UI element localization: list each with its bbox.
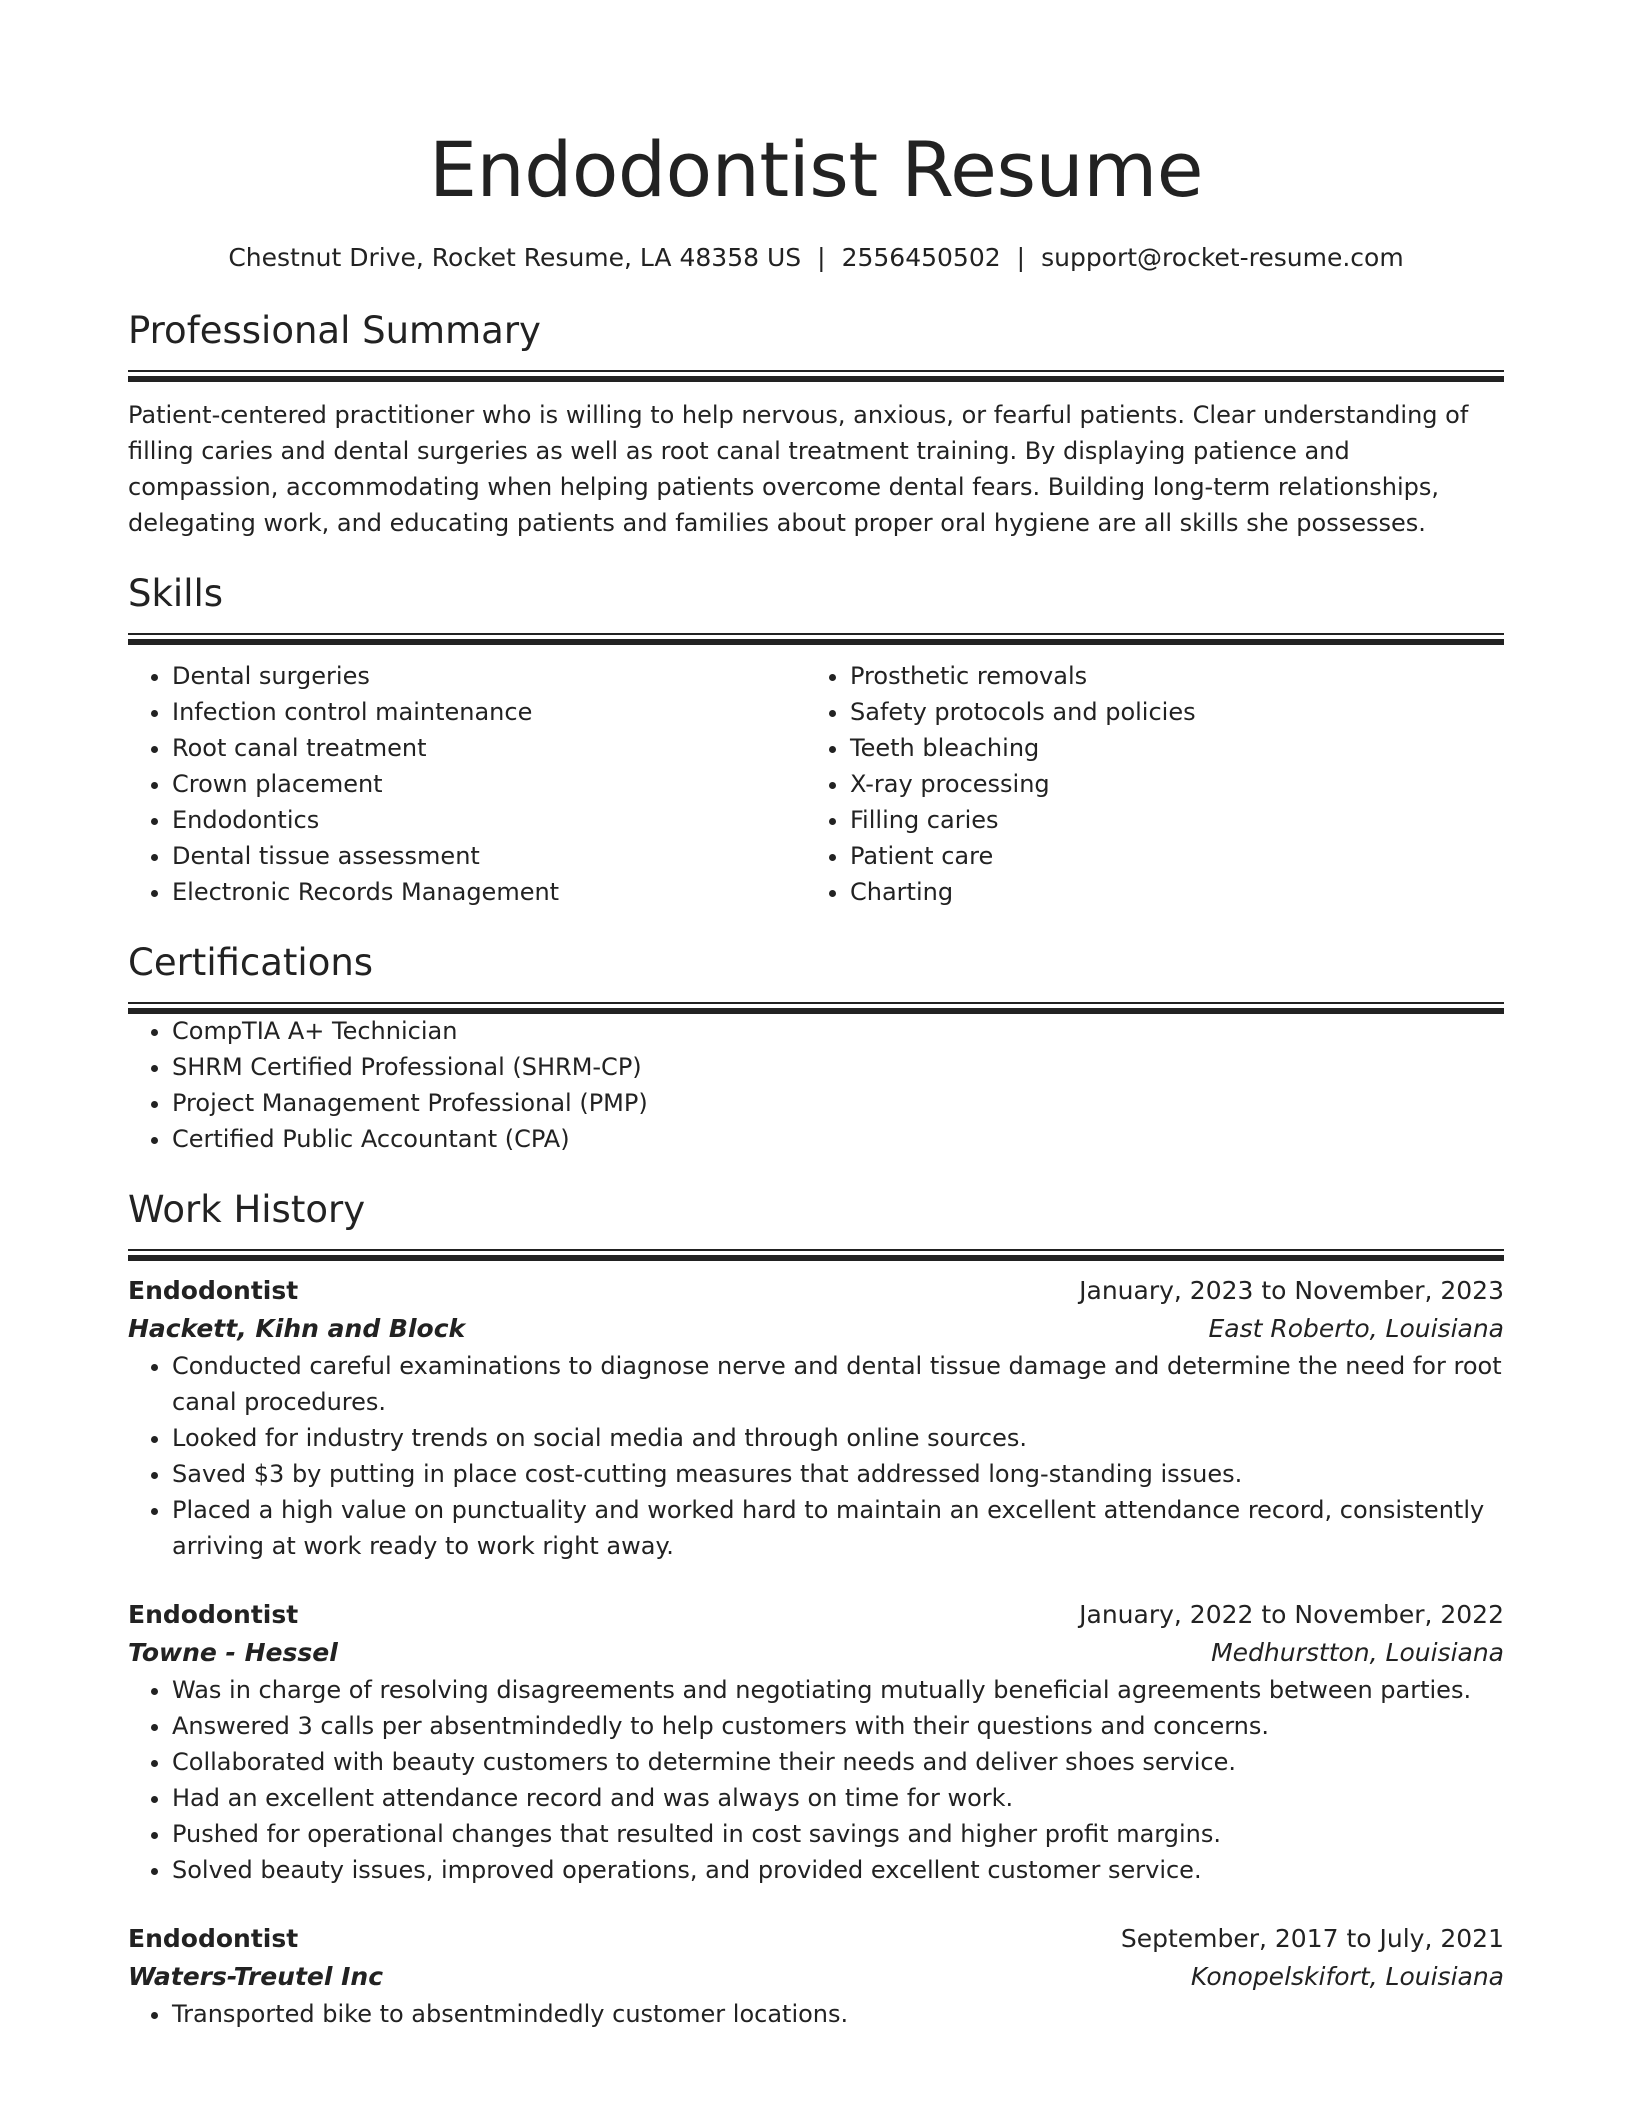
certification-item: • SHRM Certified Professional (SHRM-CP) — [172, 1049, 1504, 1085]
job-bullet: • Placed a high value on punctuality and worked hard to maintain an excellent attendance record, consistently arriving at work ready to work right away. — [172, 1492, 1504, 1564]
work-history-section — [128, 1185, 1504, 2032]
skills-heading: Skills — [128, 572, 224, 615]
job-location: East Roberto, Louisiana — [1208, 1314, 1504, 1343]
skills-column-right — [806, 658, 1484, 910]
certifications-heading: Certifications — [128, 941, 374, 984]
job-entry — [128, 1920, 1504, 2032]
skill-item: • Teeth bleaching — [850, 730, 1484, 766]
skill-item: • Electronic Records Management — [172, 874, 806, 910]
job-company: Towne - Hessel — [128, 1638, 338, 1667]
job-company: Hackett, Kihn and Block — [128, 1314, 466, 1343]
contact-email[interactable]: support@rocket-resume.com — [1041, 243, 1404, 272]
section-divider — [128, 1002, 1504, 1013]
certifications-list — [128, 1013, 1504, 1157]
job-bullet: • Had an excellent attendance record and was always on time for work. — [172, 1780, 1504, 1816]
job-bullet: • Solved beauty issues, improved operations, and provided excellent customer service. — [172, 1852, 1504, 1888]
skill-item: • Charting — [850, 874, 1484, 910]
skill-item: • Dental surgeries — [172, 658, 806, 694]
skill-item: • Root canal treatment — [172, 730, 806, 766]
certification-item: • CompTIA A+ Technician — [172, 1013, 1504, 1049]
job-location: Medhurstton, Louisiana — [1211, 1638, 1504, 1667]
skill-item: • Endodontics — [172, 802, 806, 838]
work-history-heading: Work History — [128, 1188, 366, 1231]
job-bullet: • Answered 3 calls per absentmindedly to help customers with their questions and concerns. — [172, 1708, 1504, 1744]
job-bullet: • Transported bike to absentmindedly customer locations. — [172, 1996, 1504, 2032]
section-divider — [128, 633, 1504, 644]
contact-address: Chestnut Drive, Rocket Resume, LA 48358 US — [228, 243, 802, 272]
summary-heading: Professional Summary — [128, 309, 541, 352]
skills-grid — [128, 658, 1504, 910]
job-bullet: • Collaborated with beauty customers to determine their needs and deliver shoes service. — [172, 1744, 1504, 1780]
job-entry — [128, 1596, 1504, 1888]
certification-item: • Project Management Professional (PMP) — [172, 1085, 1504, 1121]
job-title: Endodontist — [128, 1276, 299, 1305]
job-bullet: • Pushed for operational changes that resulted in cost savings and higher profit margins. — [172, 1816, 1504, 1852]
job-dates: January, 2023 to November, 2023 — [1079, 1276, 1504, 1305]
job-bullets — [128, 1996, 1504, 2032]
job-entry — [128, 1272, 1504, 1564]
job-company: Waters-Treutel Inc — [128, 1962, 384, 1991]
contact-line — [128, 240, 1504, 276]
skills-column-left — [128, 658, 806, 910]
skill-item: • Prosthetic removals — [850, 658, 1484, 694]
skill-item: • X-ray processing — [850, 766, 1484, 802]
resume-page — [128, 0, 1504, 2032]
skill-item: • Filling caries — [850, 802, 1484, 838]
summary-text: Patient-centered practitioner who is willing to help nervous, anxious, or fearful patients. Clear understanding of filling caries and dental surgeries as well as root canal treatment training. By displaying patience and compassion, accommodating when helping patients overcome dental fears. Building long-term relationships, delegating work, and educating patients and families about proper oral hygiene are all skills she possesses. — [128, 401, 1469, 537]
job-dates: September, 2017 to July, 2021 — [1120, 1924, 1504, 1953]
section-divider — [128, 1249, 1504, 1260]
job-bullets — [128, 1348, 1504, 1564]
certification-item: • Certified Public Accountant (CPA) — [172, 1121, 1504, 1157]
job-title: Endodontist — [128, 1600, 299, 1629]
job-bullet: • Looked for industry trends on social media and through online sources. — [172, 1420, 1504, 1456]
contact-separator: | — [817, 243, 826, 272]
summary-section — [128, 306, 1504, 541]
skill-item: • Dental tissue assessment — [172, 838, 806, 874]
section-divider — [128, 370, 1504, 381]
skill-item: • Crown placement — [172, 766, 806, 802]
certifications-section — [128, 938, 1504, 1157]
job-bullet: • Saved $3 by putting in place cost-cutting measures that addressed long-standing issues. — [172, 1456, 1504, 1492]
skill-item: • Patient care — [850, 838, 1484, 874]
skill-item: • Infection control maintenance — [172, 694, 806, 730]
job-bullets — [128, 1672, 1504, 1888]
job-bullet: • Was in charge of resolving disagreements and negotiating mutually beneficial agreements between parties. — [172, 1672, 1504, 1708]
skill-item: • Safety protocols and policies — [850, 694, 1484, 730]
job-title: Endodontist — [128, 1924, 299, 1953]
contact-phone: 2556450502 — [841, 243, 1001, 272]
resume-title: Endodontist Resume — [428, 125, 1203, 214]
job-location: Konopelskifort, Louisiana — [1190, 1962, 1504, 1991]
job-dates: January, 2022 to November, 2022 — [1079, 1600, 1504, 1629]
skills-section — [128, 569, 1504, 910]
job-bullet: • Conducted careful examinations to diagnose nerve and dental tissue damage and determine the need for root canal procedures. — [172, 1348, 1504, 1420]
contact-separator: | — [1016, 243, 1026, 272]
